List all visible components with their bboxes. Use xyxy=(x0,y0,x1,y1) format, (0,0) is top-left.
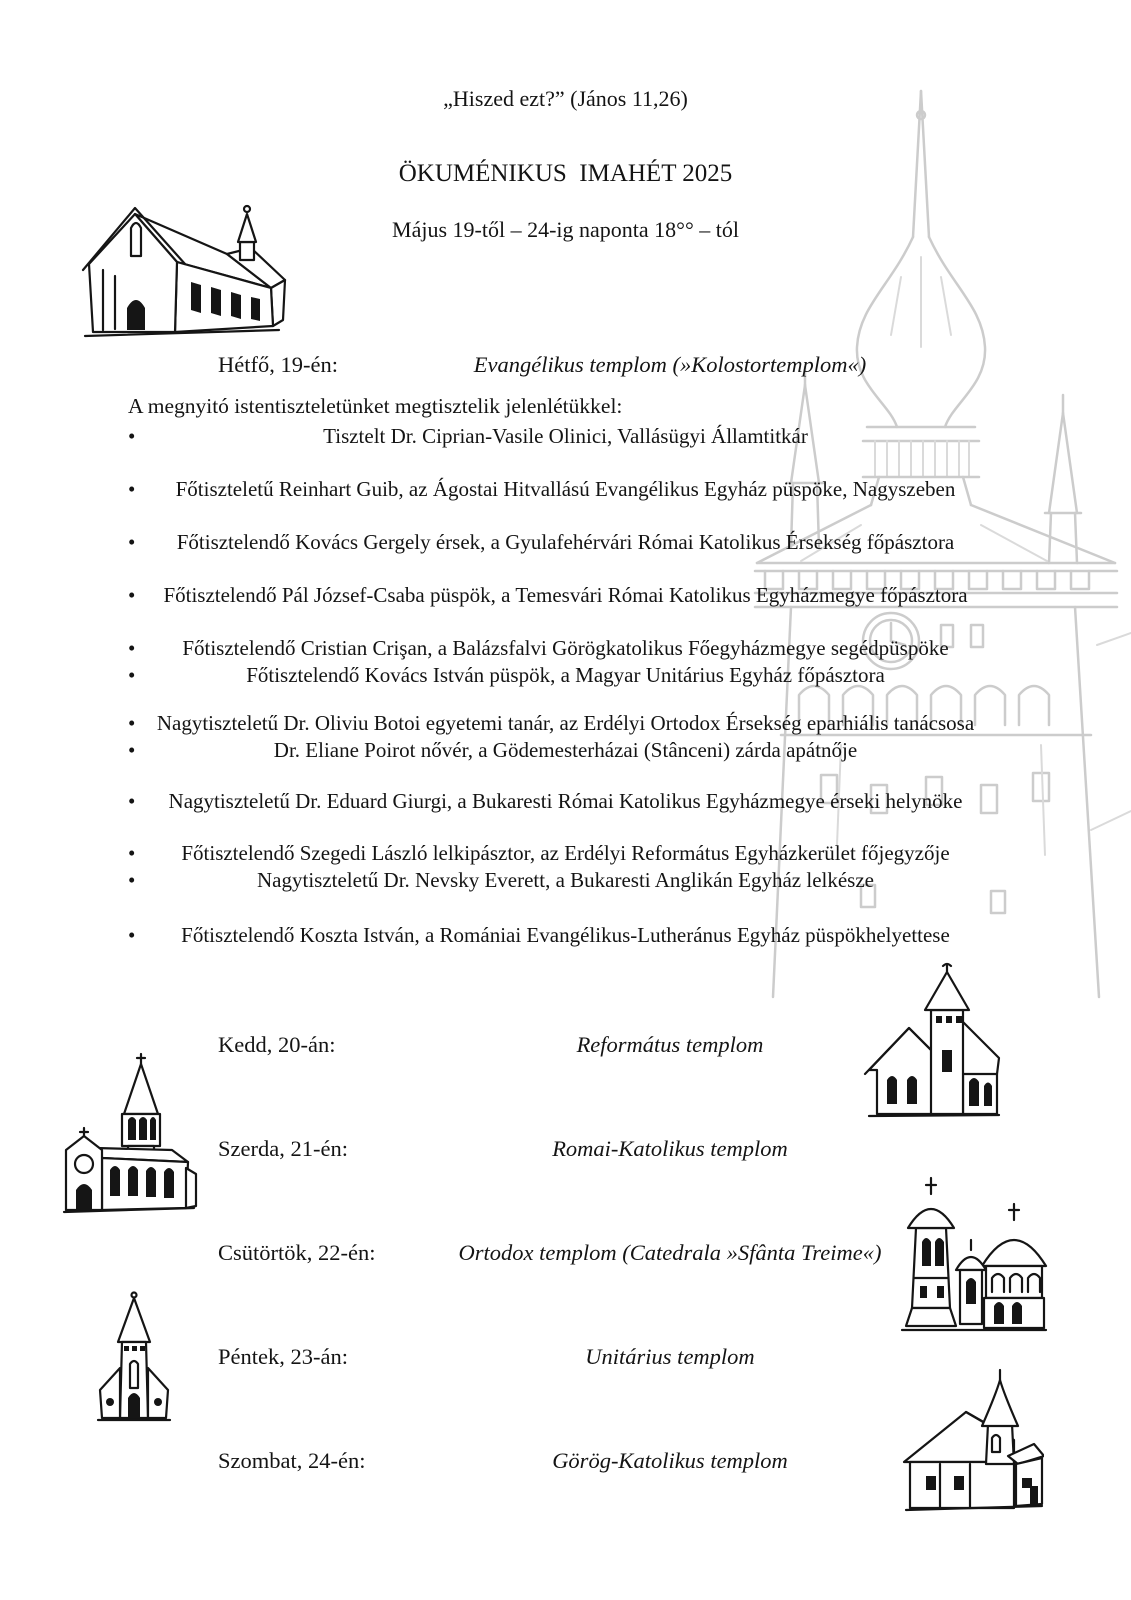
bullet-marker: • xyxy=(128,663,136,687)
day-label: Kedd, 20-án: xyxy=(218,1032,336,1057)
venue-label: Unitárius templom xyxy=(585,1344,755,1369)
guest-text: Dr. Eliane Poirot nővér, a Gödemesterházai (Stânceni) zárda apátnője xyxy=(273,738,858,762)
greek-catholic-church-illustration xyxy=(896,1364,1044,1516)
guest-text: Nagytiszteletű Dr. Eduard Giurgi, a Bukaresti Római Katolikus Egyházmegye érseki helynöke xyxy=(168,789,963,813)
guest-text: Tisztelt Dr. Ciprian-Vasile Olinici, Vallásügyi Államtitkár xyxy=(323,424,808,448)
event-dates: Május 19-től – 24-ig naponta 18°° – tól xyxy=(392,217,739,242)
guest-text: Főtiszteletű Reinhart Guib, az Ágostai Hitvallású Evangélikus Egyház püspöke, Nagyszeben xyxy=(175,477,956,501)
guest-item xyxy=(0,582,1131,609)
scripture-quote: „Hiszed ezt?” (János 11,26) xyxy=(443,86,688,111)
guest-item xyxy=(0,423,1131,450)
guest-item xyxy=(0,922,1131,949)
bullet-marker: • xyxy=(128,711,136,735)
bullet-marker: • xyxy=(128,530,136,554)
bullet-marker: • xyxy=(128,868,136,892)
guest-item xyxy=(0,635,1131,662)
guest-item xyxy=(0,710,1131,737)
bullet-marker: • xyxy=(128,923,136,947)
schedule-row-csutortok xyxy=(0,1238,1131,1268)
guest-list xyxy=(0,423,1131,949)
bullet-marker: • xyxy=(128,738,136,762)
day-label: Szerda, 21-én: xyxy=(218,1136,348,1161)
bullet-marker: • xyxy=(128,424,136,448)
bullet-marker: • xyxy=(128,583,136,607)
venue-label: Romai-Katolikus templom xyxy=(552,1136,788,1161)
guest-item xyxy=(0,662,1131,689)
guest-text: Főtisztelendő Pál József-Csaba püspök, a Temesvári Római Katolikus Egyházmegye főpásztora xyxy=(163,583,968,607)
bullet-marker: • xyxy=(128,636,136,660)
guest-item xyxy=(0,788,1131,815)
event-title: ÖKUMÉNIKUS IMAHÉT 2025 xyxy=(398,160,733,187)
guest-text: Főtisztelendő Szegedi László lelkipásztor, az Erdélyi Református Egyházkerület főjegyzője xyxy=(181,841,950,865)
opening-intro: A megnyitó istentiszteletünket megtisztelik jelenlétükkel: xyxy=(128,394,623,418)
venue-label: Református templom xyxy=(576,1032,764,1057)
guest-item xyxy=(0,840,1131,867)
day-label: Péntek, 23-án: xyxy=(218,1344,348,1369)
monday-day-label: Hétfő, 19-én: xyxy=(218,352,338,377)
day-label: Szombat, 24-én: xyxy=(218,1448,366,1473)
schedule-row-kedd xyxy=(0,1030,1131,1060)
venue-label: Ortodox templom (Catedrala »Sfânta Treime«) xyxy=(458,1240,882,1265)
schedule-row-szombat xyxy=(0,1446,1131,1476)
guest-item xyxy=(0,476,1131,503)
monday-venue: Evangélikus templom (»Kolostortemplom«) xyxy=(473,352,867,377)
guest-text: Nagytiszteletű Dr. Nevsky Everett, a Bukaresti Anglikán Egyház lelkésze xyxy=(257,868,874,892)
guest-item xyxy=(0,867,1131,894)
bullet-marker: • xyxy=(128,789,136,813)
bullet-marker: • xyxy=(128,841,136,865)
guest-text: Főtisztelendő Koszta István, a Romániai Evangélikus-Lutheránus Egyház püspökhelyettese xyxy=(181,923,950,947)
bullet-marker: • xyxy=(128,477,136,501)
day-label: Csütörtök, 22-én: xyxy=(218,1240,376,1265)
guest-text: Nagytiszteletű Dr. Oliviu Botoi egyetemi tanár, az Erdélyi Ortodox Érsekség eparhiális tanácsosa xyxy=(156,711,975,735)
venue-label: Görög-Katolikus templom xyxy=(552,1448,788,1473)
schedule-row-szerda xyxy=(0,1134,1131,1164)
guest-item xyxy=(0,529,1131,556)
guest-item xyxy=(0,737,1131,764)
guest-text: Főtisztelendő Cristian Crişan, a Balázsfalvi Görögkatolikus Főegyházmegye segédpüspöke xyxy=(182,636,949,660)
monday-row xyxy=(0,350,1131,380)
schedule-row-pentek xyxy=(0,1342,1131,1372)
guest-text: Főtisztelendő Kovács Gergely érsek, a Gyulafehérvári Római Katolikus Érsekség főpásztora xyxy=(176,530,955,554)
guest-text: Főtisztelendő Kovács István püspök, a Magyar Unitárius Egyház főpásztora xyxy=(246,663,885,687)
